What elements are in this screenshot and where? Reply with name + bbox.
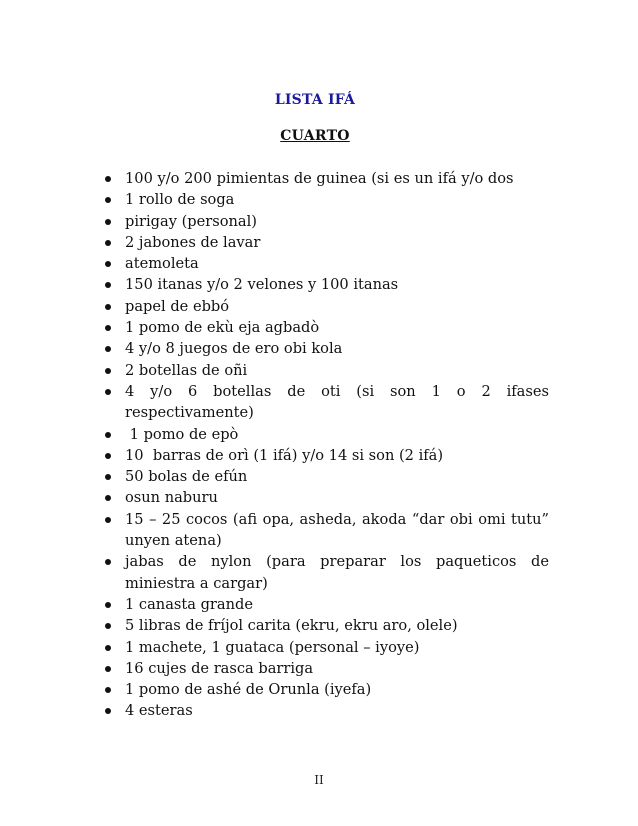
list-item-text: 1 canasta grande xyxy=(125,595,253,613)
list-item xyxy=(0,700,549,721)
bullet-icon xyxy=(105,176,111,182)
list-item xyxy=(0,594,549,615)
bullet-icon xyxy=(105,304,111,310)
list-item-text: 1 pomo de ekù eja agbadò xyxy=(125,319,320,337)
list-item-text: 1 pomo de epò xyxy=(125,425,239,443)
list-item-text: 15 – 25 cocos (afi opa, asheda, akoda “dar obi omi tutu” unyen atena) xyxy=(125,510,549,550)
list-item-text: 2 jabones de lavar xyxy=(125,233,261,251)
bullet-icon xyxy=(105,645,111,651)
list-item-text: 100 y/o 200 pimientas de guinea (si es un ifá y/o dos xyxy=(125,170,514,187)
bullet-icon xyxy=(105,708,111,714)
list-item xyxy=(0,253,549,274)
bullet-icon xyxy=(105,389,111,395)
document-title: LISTA IFÁ xyxy=(274,92,356,108)
list-item xyxy=(0,445,549,466)
list-item xyxy=(0,317,549,338)
bullet-icon xyxy=(105,219,111,225)
list-item xyxy=(0,381,549,424)
bullet-icon xyxy=(105,517,111,523)
list-item-text: 150 itanas y/o 2 velones y 100 itanas xyxy=(125,276,399,294)
list-item xyxy=(0,189,549,210)
bullet-icon xyxy=(105,346,111,352)
list-item-text: 50 bolas de efún xyxy=(125,468,248,486)
list-item-text: 4 y/o 6 botellas de oti (si son 1 o 2 ifases respectivamente) xyxy=(125,382,549,422)
bullet-icon xyxy=(105,261,111,267)
bullet-icon xyxy=(105,666,111,672)
list-item-text: 16 cujes de rasca barriga xyxy=(125,659,314,677)
list-item xyxy=(0,296,549,317)
bullet-icon xyxy=(105,474,111,480)
list-item xyxy=(0,424,549,445)
document-subtitle: CUARTO xyxy=(280,128,350,144)
bullet-icon xyxy=(105,197,111,203)
item-list xyxy=(0,168,638,722)
bullet-icon xyxy=(105,687,111,693)
bullet-icon xyxy=(105,602,111,608)
list-item-text: 5 libras de fríjol carita (ekru, ekru aro, olele) xyxy=(125,617,458,635)
list-item xyxy=(0,658,549,679)
list-item-text: papel de ebbó xyxy=(125,297,230,315)
bullet-icon xyxy=(105,559,111,565)
list-item-text: pirigay (personal) xyxy=(125,212,257,230)
list-item xyxy=(0,551,549,594)
list-item-text: osun naburu xyxy=(125,489,218,507)
list-item xyxy=(0,487,549,508)
list-item-text: 4 esteras xyxy=(125,702,193,720)
bullet-icon xyxy=(105,432,111,438)
bullet-icon xyxy=(105,325,111,331)
list-item-text: jabas de nylon (para preparar los paqueticos de miniestra a cargar) xyxy=(125,553,549,592)
list-item xyxy=(0,338,549,359)
bullet-icon xyxy=(105,282,111,288)
list-item xyxy=(0,274,549,295)
list-item-text: 1 pomo de ashé de Orunla (iyefa) xyxy=(125,681,372,699)
bullet-icon xyxy=(105,240,111,246)
list-item-text: 4 y/o 8 juegos de ero obi kola xyxy=(125,340,343,358)
page-number: II xyxy=(314,773,324,787)
bullet-icon xyxy=(105,368,111,374)
list-item xyxy=(0,360,549,381)
list-item-text: 1 machete, 1 guataca (personal – iyoye) xyxy=(125,638,420,656)
bullet-icon xyxy=(105,623,111,629)
list-item xyxy=(0,509,549,552)
list-item xyxy=(0,211,549,232)
list-item xyxy=(0,232,549,253)
list-item-text: atemoleta xyxy=(125,255,199,273)
list-item-text: 10 barras de orì (1 ifá) y/o 14 si son (2 ifá) xyxy=(125,446,444,464)
list-item xyxy=(0,168,549,189)
list-item-text: 1 rollo de soga xyxy=(125,191,235,209)
list-item-text: 2 botellas de oñi xyxy=(125,361,248,379)
list-item xyxy=(0,679,549,700)
list-item xyxy=(0,637,549,658)
bullet-icon xyxy=(105,453,111,459)
list-item xyxy=(0,615,549,636)
list-item xyxy=(0,466,549,487)
bullet-icon xyxy=(105,495,111,501)
